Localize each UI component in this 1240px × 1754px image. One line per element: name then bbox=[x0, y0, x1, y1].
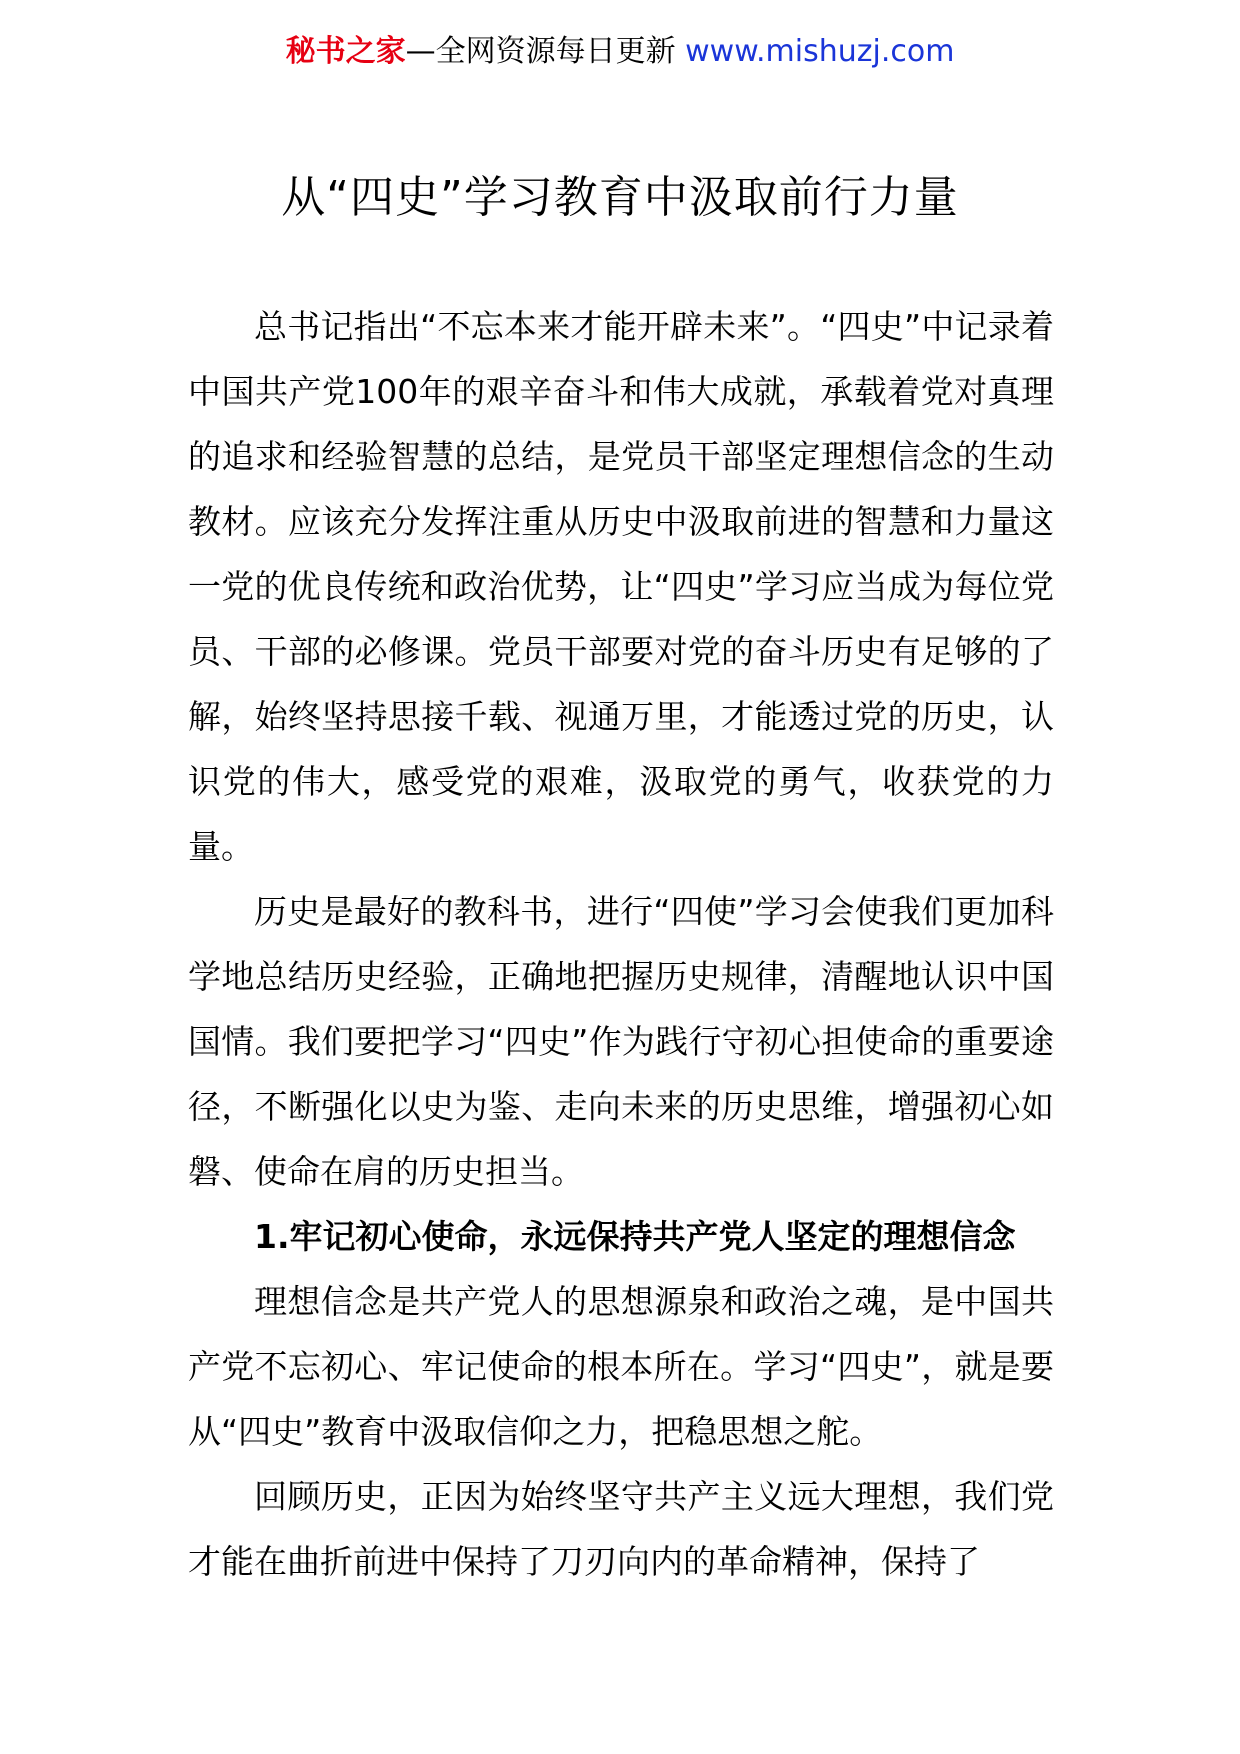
site-header bbox=[0, 30, 1240, 74]
document-body bbox=[188, 294, 1054, 1594]
paragraph-3: 理想信念是共产党人的思想源泉和政治之魂，是中国共产党不忘初心、牢记使命的根本所在。学习“四史”，就是要从“四史”教育中汲取信仰之力，把稳思想之舵。 bbox=[188, 1282, 1054, 1451]
site-url-link[interactable]: www.mishuzj.com bbox=[685, 34, 955, 69]
section-heading-1: 1.牢记初心使命，永远保持共产党人坚定的理想信念 bbox=[254, 1217, 1016, 1256]
site-tagline: —全网资源每日更新 bbox=[405, 34, 676, 69]
paragraph-1: 总书记指出“不忘本来才能开辟未来”。“四史”中记录着中国共产党100年的艰辛奋斗和伟大成就，承载着党对真理的追求和经验智慧的总结，是党员干部坚定理想信念的生动教材。应该充分发挥注重从历史中汲取前进的智慧和力量这一党的优良传统和政治优势，让“四史”学习应当成为每位党员、干部的必修课。党员干部要对党的奋斗历史有足够的了解，始终坚持思接千载、视通万里，才能透过党的历史，认识党的伟大，感受党的艰难，汲取党的勇气，收获党的力量。 bbox=[188, 307, 1054, 866]
document-title: 从“四史”学习教育中汲取前行力量 bbox=[281, 172, 959, 223]
paragraph-2: 历史是最好的教科书，进行“四使”学习会使我们更加科学地总结历史经验，正确地把握历史规律，清醒地认识中国国情。我们要把学习“四史”作为践行守初心担使命的重要途径，不断强化以史为鉴、走向未来的历史思维，增强初心如磐、使命在肩的历史担当。 bbox=[188, 892, 1054, 1191]
site-brand: 秘书之家 bbox=[285, 34, 406, 69]
paragraph-4: 回顾历史，正因为始终坚守共产主义远大理想，我们党才能在曲折前进中保持了刀刃向内的革命精神，保持了 bbox=[188, 1477, 1054, 1581]
